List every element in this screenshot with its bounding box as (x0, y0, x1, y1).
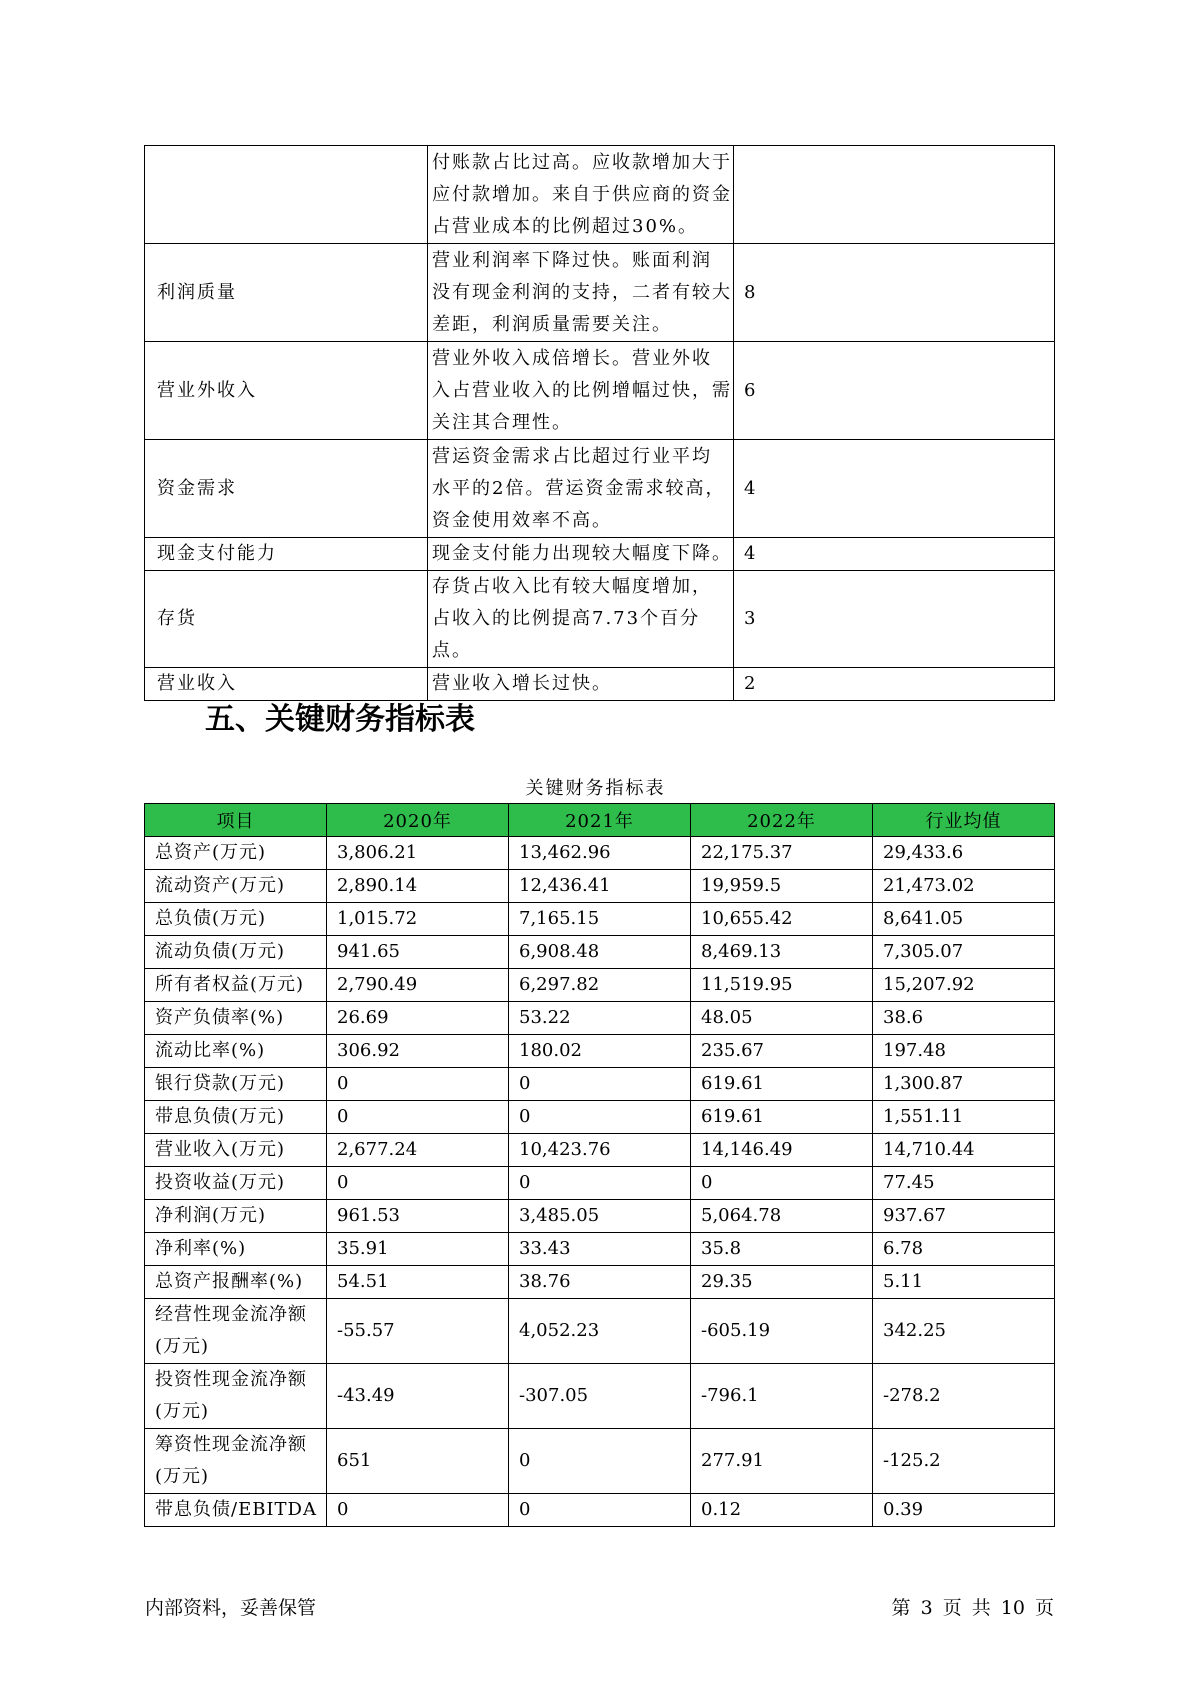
kpi-value: 29,433.6 (873, 837, 1055, 870)
risk-score (734, 146, 1055, 244)
kpi-value: 0 (327, 1167, 509, 1200)
kpi-value: 13,462.96 (509, 837, 691, 870)
kpi-value: 342.25 (873, 1299, 1055, 1364)
section-title: 五、关键财务指标表 (205, 702, 475, 737)
kpi-header-cell: 行业均值 (873, 804, 1055, 837)
kpi-value: 937.67 (873, 1200, 1055, 1233)
kpi-value: 306.92 (327, 1035, 509, 1068)
risk-description: 付账款占比过高。应收款增加大于 应付款增加。来自于供应商的资金 占营业成本的比例超过30%。 (428, 146, 734, 244)
kpi-value: 48.05 (691, 1002, 873, 1035)
risk-score: 4 (734, 440, 1055, 538)
kpi-value: 619.61 (691, 1068, 873, 1101)
kpi-value: -605.19 (691, 1299, 873, 1364)
kpi-label: 带息负债/EBITDA (145, 1494, 327, 1527)
kpi-value: 0 (327, 1068, 509, 1101)
kpi-value: 1,551.11 (873, 1101, 1055, 1134)
kpi-row (145, 1002, 1055, 1035)
risk-row (145, 440, 1055, 538)
kpi-value: 35.8 (691, 1233, 873, 1266)
kpi-label: 营业收入(万元) (145, 1134, 327, 1167)
kpi-value: 29.35 (691, 1266, 873, 1299)
kpi-label: 流动资产(万元) (145, 870, 327, 903)
kpi-value: -43.49 (327, 1364, 509, 1429)
kpi-value: 0 (509, 1101, 691, 1134)
kpi-value: 14,146.49 (691, 1134, 873, 1167)
kpi-value: 19,959.5 (691, 870, 873, 903)
kpi-row (145, 1299, 1055, 1364)
kpi-row (145, 1494, 1055, 1527)
kpi-value: 5.11 (873, 1266, 1055, 1299)
kpi-value: 11,519.95 (691, 969, 873, 1002)
kpi-row (145, 1134, 1055, 1167)
kpi-value: 0.39 (873, 1494, 1055, 1527)
kpi-value: 961.53 (327, 1200, 509, 1233)
kpi-value: 38.76 (509, 1266, 691, 1299)
risk-description: 营业外收入成倍增长。营业外收 入占营业收入的比例增幅过快，需 关注其合理性。 (428, 342, 734, 440)
risk-score: 3 (734, 571, 1055, 668)
risk-score: 4 (734, 538, 1055, 571)
kpi-value: -307.05 (509, 1364, 691, 1429)
kpi-header-cell: 2020年 (327, 804, 509, 837)
kpi-header-cell: 2022年 (691, 804, 873, 837)
kpi-value: 77.45 (873, 1167, 1055, 1200)
kpi-label: 总资产报酬率(%) (145, 1266, 327, 1299)
risk-item: 利润质量 (145, 244, 428, 342)
kpi-row (145, 936, 1055, 969)
kpi-value: 6,297.82 (509, 969, 691, 1002)
kpi-value: 0 (509, 1429, 691, 1494)
kpi-value: 14,710.44 (873, 1134, 1055, 1167)
kpi-value: 6,908.48 (509, 936, 691, 969)
risk-table (144, 145, 1055, 701)
kpi-value: -55.57 (327, 1299, 509, 1364)
kpi-value: 7,305.07 (873, 936, 1055, 969)
kpi-value: 0.12 (691, 1494, 873, 1527)
risk-row (145, 571, 1055, 668)
kpi-value: 54.51 (327, 1266, 509, 1299)
kpi-label: 资产负债率(%) (145, 1002, 327, 1035)
kpi-label: 银行贷款(万元) (145, 1068, 327, 1101)
kpi-row (145, 1167, 1055, 1200)
risk-score: 8 (734, 244, 1055, 342)
kpi-value: -278.2 (873, 1364, 1055, 1429)
kpi-value: 2,790.49 (327, 969, 509, 1002)
kpi-value: 53.22 (509, 1002, 691, 1035)
kpi-value: 2,890.14 (327, 870, 509, 903)
risk-score: 6 (734, 342, 1055, 440)
kpi-row (145, 870, 1055, 903)
kpi-value: 35.91 (327, 1233, 509, 1266)
kpi-label: 总资产(万元) (145, 837, 327, 870)
kpi-label: 筹资性现金流净额 (万元) (145, 1429, 327, 1494)
kpi-value: 6.78 (873, 1233, 1055, 1266)
kpi-value: 197.48 (873, 1035, 1055, 1068)
kpi-value: 21,473.02 (873, 870, 1055, 903)
kpi-table (144, 803, 1055, 1527)
kpi-row (145, 837, 1055, 870)
kpi-value: 8,641.05 (873, 903, 1055, 936)
kpi-header-row (145, 804, 1055, 837)
risk-description: 营业收入增长过快。 (428, 668, 734, 701)
kpi-value: 12,436.41 (509, 870, 691, 903)
risk-row (145, 244, 1055, 342)
kpi-label: 流动负债(万元) (145, 936, 327, 969)
kpi-value: 22,175.37 (691, 837, 873, 870)
kpi-value: 235.67 (691, 1035, 873, 1068)
kpi-row (145, 1200, 1055, 1233)
kpi-label: 所有者权益(万元) (145, 969, 327, 1002)
kpi-value: 2,677.24 (327, 1134, 509, 1167)
kpi-value: 0 (327, 1101, 509, 1134)
kpi-value: 0 (509, 1494, 691, 1527)
kpi-value: 651 (327, 1429, 509, 1494)
risk-row (145, 146, 1055, 244)
kpi-row (145, 1364, 1055, 1429)
kpi-value: 277.91 (691, 1429, 873, 1494)
kpi-value: 15,207.92 (873, 969, 1055, 1002)
kpi-row (145, 1101, 1055, 1134)
risk-item (145, 146, 428, 244)
kpi-label: 投资收益(万元) (145, 1167, 327, 1200)
risk-row (145, 342, 1055, 440)
kpi-label: 带息负债(万元) (145, 1101, 327, 1134)
risk-description: 存货占收入比有较大幅度增加， 占收入的比例提高7.73个百分点。 (428, 571, 734, 668)
risk-score: 2 (734, 668, 1055, 701)
kpi-value: 26.69 (327, 1002, 509, 1035)
risk-row (145, 668, 1055, 701)
kpi-row (145, 1035, 1055, 1068)
risk-row (145, 538, 1055, 571)
kpi-row (145, 969, 1055, 1002)
kpi-value: 1,300.87 (873, 1068, 1055, 1101)
footer-note: 内部资料，妥善保管 (145, 1597, 317, 1619)
kpi-value: 33.43 (509, 1233, 691, 1266)
kpi-value: -125.2 (873, 1429, 1055, 1494)
kpi-value: 5,064.78 (691, 1200, 873, 1233)
risk-item: 资金需求 (145, 440, 428, 538)
kpi-header-cell: 项目 (145, 804, 327, 837)
kpi-value: 38.6 (873, 1002, 1055, 1035)
page-number: 第 3 页 共 10 页 (891, 1597, 1054, 1619)
kpi-value: 941.65 (327, 936, 509, 969)
kpi-header-cell: 2021年 (509, 804, 691, 837)
kpi-row (145, 1266, 1055, 1299)
kpi-value: 0 (691, 1167, 873, 1200)
risk-item: 现金支付能力 (145, 538, 428, 571)
kpi-value: 1,015.72 (327, 903, 509, 936)
kpi-value: 0 (509, 1068, 691, 1101)
kpi-value: 4,052.23 (509, 1299, 691, 1364)
risk-description: 营业利润率下降过快。账面利润 没有现金利润的支持，二者有较大 差距，利润质量需要关注。 (428, 244, 734, 342)
kpi-label: 净利率(%) (145, 1233, 327, 1266)
kpi-label: 投资性现金流净额 (万元) (145, 1364, 327, 1429)
kpi-row (145, 1068, 1055, 1101)
risk-item: 营业收入 (145, 668, 428, 701)
kpi-value: 8,469.13 (691, 936, 873, 969)
risk-item: 存货 (145, 571, 428, 668)
kpi-value: 7,165.15 (509, 903, 691, 936)
kpi-value: 10,655.42 (691, 903, 873, 936)
kpi-value: 3,806.21 (327, 837, 509, 870)
kpi-value: 10,423.76 (509, 1134, 691, 1167)
risk-description: 现金支付能力出现较大幅度下降。 (428, 538, 734, 571)
risk-description: 营运资金需求占比超过行业平均 水平的2倍。营运资金需求较高， 资金使用效率不高。 (428, 440, 734, 538)
kpi-label: 净利润(万元) (145, 1200, 327, 1233)
kpi-value: -796.1 (691, 1364, 873, 1429)
kpi-value: 619.61 (691, 1101, 873, 1134)
kpi-value: 180.02 (509, 1035, 691, 1068)
kpi-value: 0 (509, 1167, 691, 1200)
kpi-row (145, 903, 1055, 936)
table-caption: 关键财务指标表 (525, 778, 666, 799)
kpi-label: 经营性现金流净额 (万元) (145, 1299, 327, 1364)
kpi-value: 3,485.05 (509, 1200, 691, 1233)
kpi-label: 总负债(万元) (145, 903, 327, 936)
risk-item: 营业外收入 (145, 342, 428, 440)
kpi-label: 流动比率(%) (145, 1035, 327, 1068)
kpi-row (145, 1429, 1055, 1494)
kpi-row (145, 1233, 1055, 1266)
kpi-value: 0 (327, 1494, 509, 1527)
